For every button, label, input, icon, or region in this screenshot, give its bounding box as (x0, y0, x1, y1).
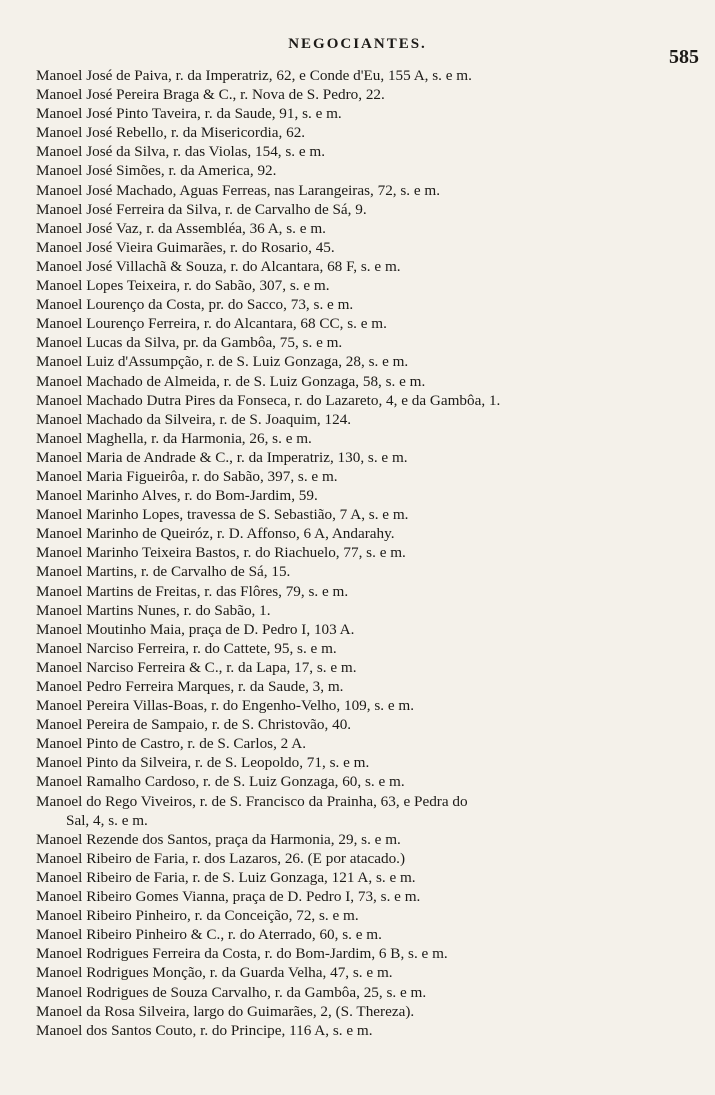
list-item: Manoel Pinto da Silveira, r. de S. Leopoldo, 71, s. e m. (36, 754, 370, 772)
page-number: 585 (669, 46, 699, 68)
list-item: Manoel Maghella, r. da Harmonia, 26, s. e m. (36, 429, 312, 447)
list-item: Manoel José Vaz, r. da Assembléa, 36 A, s. e m. (36, 219, 326, 237)
list-item: Manoel dos Santos Couto, r. do Principe, 116 A, s. e m. (36, 1021, 373, 1039)
list-item: Manoel Maria de Andrade & C., r. da Imperatriz, 130, s. e m. (36, 448, 408, 466)
list-item: Manoel José Pinto Taveira, r. da Saude, 91, s. e m. (36, 105, 342, 123)
list-item: Manoel José Villachã & Souza, r. do Alcantara, 68 F, s. e m. (36, 257, 401, 275)
list-item: Manoel Marinho de Queiróz, r. D. Affonso, 6 A, Andarahy. (36, 525, 395, 543)
list-item: Manoel Rodrigues de Souza Carvalho, r. da Gambôa, 25, s. e m. (36, 983, 427, 1001)
list-item: Manoel Marinho Alves, r. do Bom-Jardim, 59. (36, 487, 318, 505)
list-item: Manoel José Machado, Aguas Ferreas, nas Larangeiras, 72, s. e m. (36, 181, 441, 199)
list-item: Manoel Moutinho Maia, praça de D. Pedro I, 103 A. (36, 620, 355, 638)
list-item: Manoel José de Paiva, r. da Imperatriz, 62, e Conde d'Eu, 155 A, s. e m. (36, 67, 472, 84)
list-item: Manoel Martins de Freitas, r. das Flôres, 79, s. e m. (36, 582, 349, 600)
list-item: Manoel Ribeiro de Faria, r. de S. Luiz Gonzaga, 121 A, s. e m. (36, 868, 416, 886)
list-item: Manoel Ribeiro Pinheiro & C., r. do Aterrado, 60, s. e m. (36, 926, 382, 944)
list-item: Manoel Martins, r. de Carvalho de Sá, 15. (36, 563, 291, 581)
list-item: Manoel Narciso Ferreira, r. do Cattete, 95, s. e m. (36, 639, 337, 657)
list-item: Manoel Machado da Silveira, r. de S. Joaquim, 124. (36, 410, 352, 428)
list-item: Manoel Martins Nunes, r. do Sabão, 1. (36, 601, 271, 619)
list-item: Manoel José Vieira Guimarães, r. do Rosario, 45. (36, 238, 335, 256)
list-item: Manoel do Rego Viveiros, r. de S. Francisco da Prainha, 63, e Pedra do (36, 792, 468, 810)
list-item: Manoel Lopes Teixeira, r. do Sabão, 307, s. e m. (36, 277, 330, 295)
list-item: Manoel Machado Dutra Pires da Fonseca, r. do Lazareto, 4, e da Gambôa, 1. (36, 391, 501, 409)
list-item: Manoel Ramalho Cardoso, r. de S. Luiz Gonzaga, 60, s. e m. (36, 773, 405, 791)
list-item: Manoel Lourenço da Costa, pr. do Sacco, 73, s. e m. (36, 296, 354, 314)
list-item: Manoel Luiz d'Assumpção, r. de S. Luiz Gonzaga, 28, s. e m. (36, 353, 409, 371)
list-item: Manoel da Rosa Silveira, largo do Guimarães, 2, (S. Thereza). (36, 1002, 415, 1020)
list-item: Manoel Lourenço Ferreira, r. do Alcantara, 68 CC, s. e m. (36, 315, 387, 333)
list-item: Manoel José Rebello, r. da Misericordia, 62. (36, 124, 306, 142)
list-item: Manoel José Pereira Braga & C., r. Nova de S. Pedro, 22. (36, 86, 385, 104)
list-item: Manoel Pereira Villas-Boas, r. do Engenho-Velho, 109, s. e m. (36, 697, 415, 715)
section-title: NEGOCIANTES. (288, 36, 427, 52)
list-item: Manoel Pedro Ferreira Marques, r. da Saude, 3, m. (36, 678, 344, 695)
list-item: Manoel Lucas da Silva, pr. da Gambôa, 75, s. e m. (36, 334, 343, 352)
list-item: Manoel José Ferreira da Silva, r. de Carvalho de Sá, 9. (36, 200, 367, 218)
list-item-continuation: Sal, 4, s. e m. (66, 811, 148, 829)
list-item: Manoel Ribeiro Gomes Vianna, praça de D. Pedro I, 73, s. e m. (36, 888, 421, 906)
list-item: Manoel Marinho Teixeira Bastos, r. do Riachuelo, 77, s. e m. (36, 544, 406, 562)
list-item: Manoel Machado de Almeida, r. de S. Luiz Gonzaga, 58, s. e m. (36, 372, 426, 390)
list-item: Manoel Maria Figueirôa, r. do Sabão, 397, s. e m. (36, 467, 338, 485)
list-item: Manoel Narciso Ferreira & C., r. da Lapa, 17, s. e m. (36, 658, 357, 676)
list-item: Manoel José da Silva, r. das Violas, 154, s. e m. (36, 143, 326, 161)
list-item: Manoel Pereira de Sampaio, r. de S. Christovão, 40. (36, 716, 352, 734)
list-item: Manoel José Simões, r. da America, 92. (36, 162, 277, 180)
list-item: Manoel Rodrigues Ferreira da Costa, r. do Bom-Jardim, 6 B, s. e m. (36, 945, 448, 963)
list-item: Manoel Rezende dos Santos, praça da Harmonia, 29, s. e m. (36, 830, 401, 848)
merchant-list (36, 66, 700, 1040)
list-item: Manoel Ribeiro de Faria, r. dos Lazaros, 26. (E por atacado.) (36, 849, 406, 867)
list-item: Manoel Marinho Lopes, travessa de S. Sebastião, 7 A, s. e m. (36, 506, 409, 524)
list-item: Manoel Rodrigues Monção, r. da Guarda Velha, 47, s. e m. (36, 964, 393, 982)
list-item: Manoel Ribeiro Pinheiro, r. da Conceição, 72, s. e m. (36, 907, 359, 925)
list-item: Manoel Pinto de Castro, r. de S. Carlos, 2 A. (36, 735, 306, 753)
